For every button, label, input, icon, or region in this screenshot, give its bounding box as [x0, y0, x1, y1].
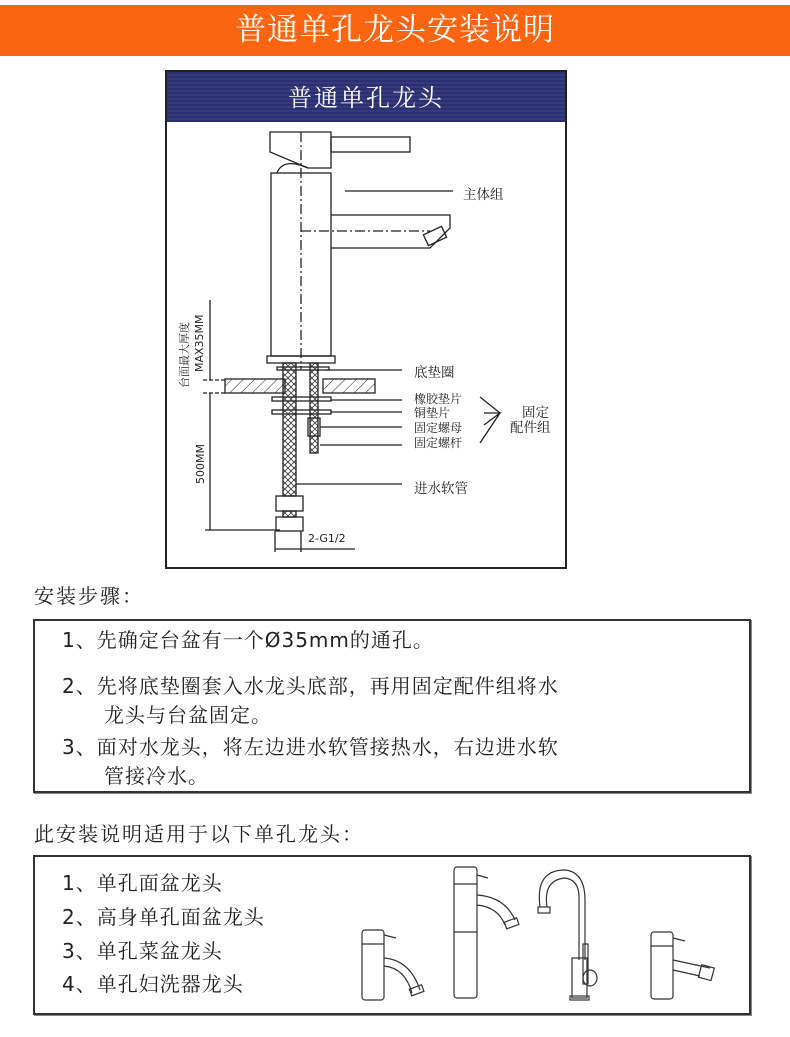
- faucet-type-1: 1、单孔面盆龙头: [62, 871, 223, 895]
- step-2: 2、先将底垫圈套入水龙头底部，再用固定配件组将水 龙头与台盆固定。: [62, 674, 559, 727]
- diagram-title: 普通单孔龙头: [167, 72, 565, 122]
- label-fixing-nut: 固定螺母: [414, 421, 463, 435]
- label-body: 主体组: [463, 187, 504, 203]
- label-max-thickness: MAX35MM: [193, 314, 206, 372]
- label-copper-washer: 铜垫片: [414, 406, 451, 420]
- label-fixing-kit-line1: 固定: [522, 405, 549, 421]
- tall-basin-faucet-icon: [454, 867, 519, 998]
- label-rubber-washer: 橡胶垫片: [414, 392, 463, 406]
- label-fixing-kit-line2: 配件组: [510, 420, 551, 436]
- faucet-type-3: 3、单孔菜盆龙头: [62, 939, 223, 963]
- basin-faucet-icon: [362, 930, 424, 1000]
- faucet-type-2: 2、高身单孔面盆龙头: [62, 905, 265, 929]
- kitchen-faucet-icon: [538, 870, 597, 1000]
- label-base-ring: 底垫圈: [414, 365, 455, 381]
- steps-heading: 安装步骤：: [34, 584, 144, 608]
- step-1: 1、先确定台盆有一个Ø35mm的通孔。: [62, 628, 434, 652]
- page-title-banner: 普通单孔龙头安装说明: [0, 5, 790, 56]
- label-max-thickness-cn: 台面最大厚度: [178, 322, 191, 388]
- faucet-type-4: 4、单孔妇洗器龙头: [62, 972, 244, 996]
- label-thread: 2-G1/2: [308, 532, 346, 545]
- applies-heading: 此安装说明适用于以下单孔龙头：: [34, 822, 364, 846]
- bidet-faucet-icon: [651, 932, 714, 999]
- label-fixing-rod: 固定螺杆: [414, 436, 463, 450]
- label-hose-length: 500MM: [194, 444, 207, 484]
- label-inlet-hose: 进水软管: [414, 481, 468, 497]
- step-3: 3、面对水龙头，将左边进水软管接热水，右边进水软 管接冷水。: [62, 735, 559, 788]
